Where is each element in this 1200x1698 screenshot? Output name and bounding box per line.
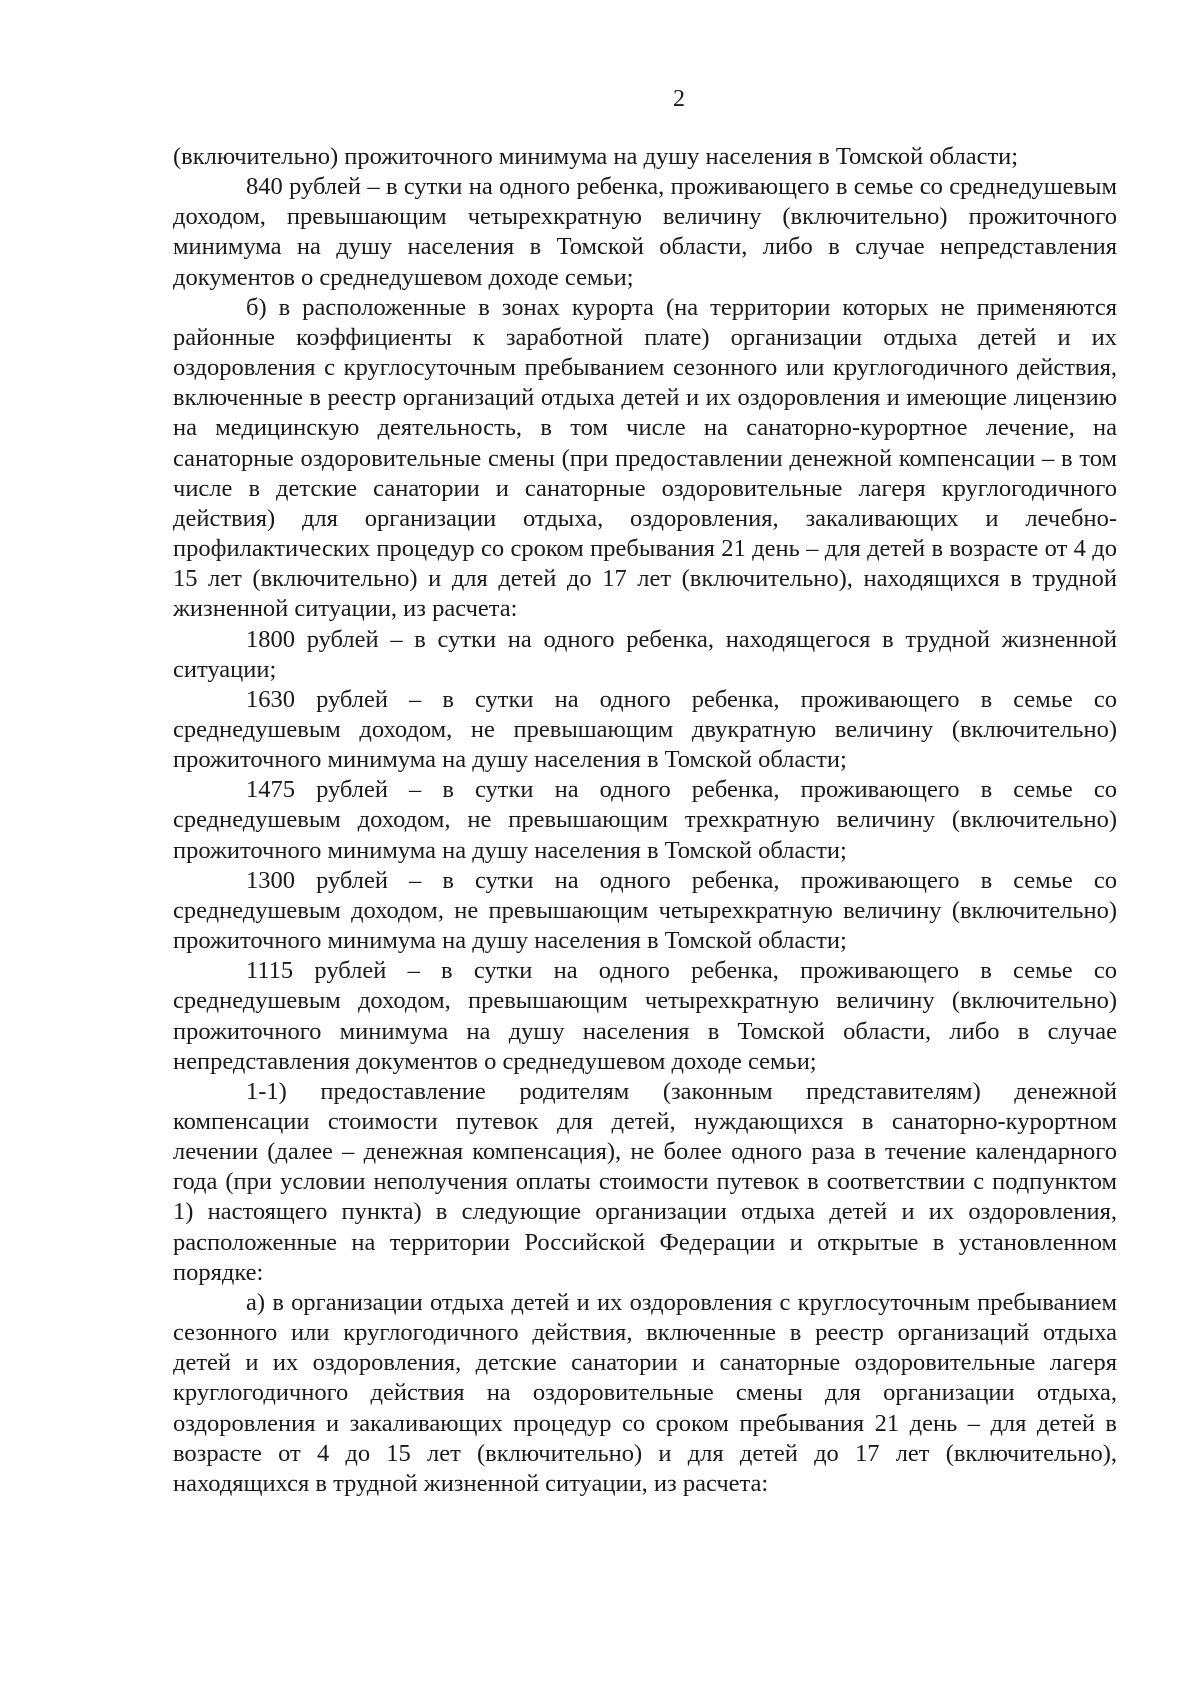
document-body — [173, 142, 1117, 1499]
paragraph: а) в организации отдыха детей и их оздоровления с круглосуточным пребыванием сезонного или круглогодичного действия, включенные в реестр организаций отдыха детей и их оздоровления, детские санатории и санаторные оздоровительные лагеря круглогодичного действия на оздоровительные смены для организации отдыха, оздоровления и закаливающих процедур со сроком пребывания 21 день – для детей в возрасте от 4 до 15 лет (включительно) и для детей до 17 лет (включительно), находящихся в трудной жизненной ситуации, из расчета: — [173, 1288, 1117, 1497]
paragraph: 1300 рублей – в сутки на одного ребенка, проживающего в семье со среднедушевым доходом, не превышающим четырехкратную величину (включительно) прожиточного минимума на душу населения в Томской области; — [173, 866, 1117, 955]
paragraph: 1630 рублей – в сутки на одного ребенка, проживающего в семье со среднедушевым доходом, не превышающим двукратную величину (включительно) прожиточного минимума на душу населения в Томской области; — [173, 685, 1117, 774]
paragraph: 840 рублей – в сутки на одного ребенка, проживающего в семье со среднедушевым доходом, превышающим четырехкратную величину (включительно) прожиточного минимума на душу населения в Томской области, либо в случае непредставления документов о среднедушевом доходе семьи; — [173, 173, 1117, 291]
paragraph: (включительно) прожиточного минимума на душу населения в Томской области; — [173, 143, 1019, 170]
paragraph: 1-1) предоставление родителям (законным представителям) денежной компенсации стоимости путевок для детей, нуждающихся в санаторно-курортном лечении (далее – денежная компенсация), не более одного раза в течение календарного года (при условии неполучения оплаты стоимости путевок в соответствии с подпунктом 1) настоящего пункта) в следующие организации отдыха детей и их оздоровления, расположенные на территории Российской Федерации и открытые в установленном порядке: — [173, 1077, 1117, 1286]
paragraph: 1115 рублей – в сутки на одного ребенка, проживающего в семье со среднедушевым доходом, превышающим четырехкратную величину (включительно) прожиточного минимума на душу населения в Томской области, либо в случае непредставления документов о среднедушевом доходе семьи; — [173, 957, 1117, 1075]
paragraph: б) в расположенные в зонах курорта (на территории которых не применяются районные коэффициенты к заработной плате) организации отдыха детей и их оздоровления с круглосуточным пребыванием сезонного или круглогодичного действия, включенные в реестр организаций отдыха детей и их оздоровления и имеющие лицензию на медицинскую деятельность, в том числе на санаторно-курортное лечение, на санаторные оздоровительные смены (при предоставлении денежной компенсации – в том числе в детские санатории и санаторные оздоровительные лагеря круглогодичного действия) для организации отдыха, оздоровления, закаливающих и лечебно-профилактических процедур со сроком пребывания 21 день – для детей в возрасте от 4 до 15 лет (включительно) и для детей до 17 лет (включительно), находящихся в трудной жизненной ситуации, из расчета: — [173, 293, 1117, 623]
paragraph: 1475 рублей – в сутки на одного ребенка, проживающего в семье со среднедушевым доходом, не превышающим трехкратную величину (включительно) прожиточного минимума на душу населения в Томской области; — [173, 776, 1117, 864]
page-number: 2 — [673, 86, 685, 112]
paragraph: 1800 рублей – в сутки на одного ребенка, находящегося в трудной жизненной ситуации; — [173, 625, 1117, 683]
